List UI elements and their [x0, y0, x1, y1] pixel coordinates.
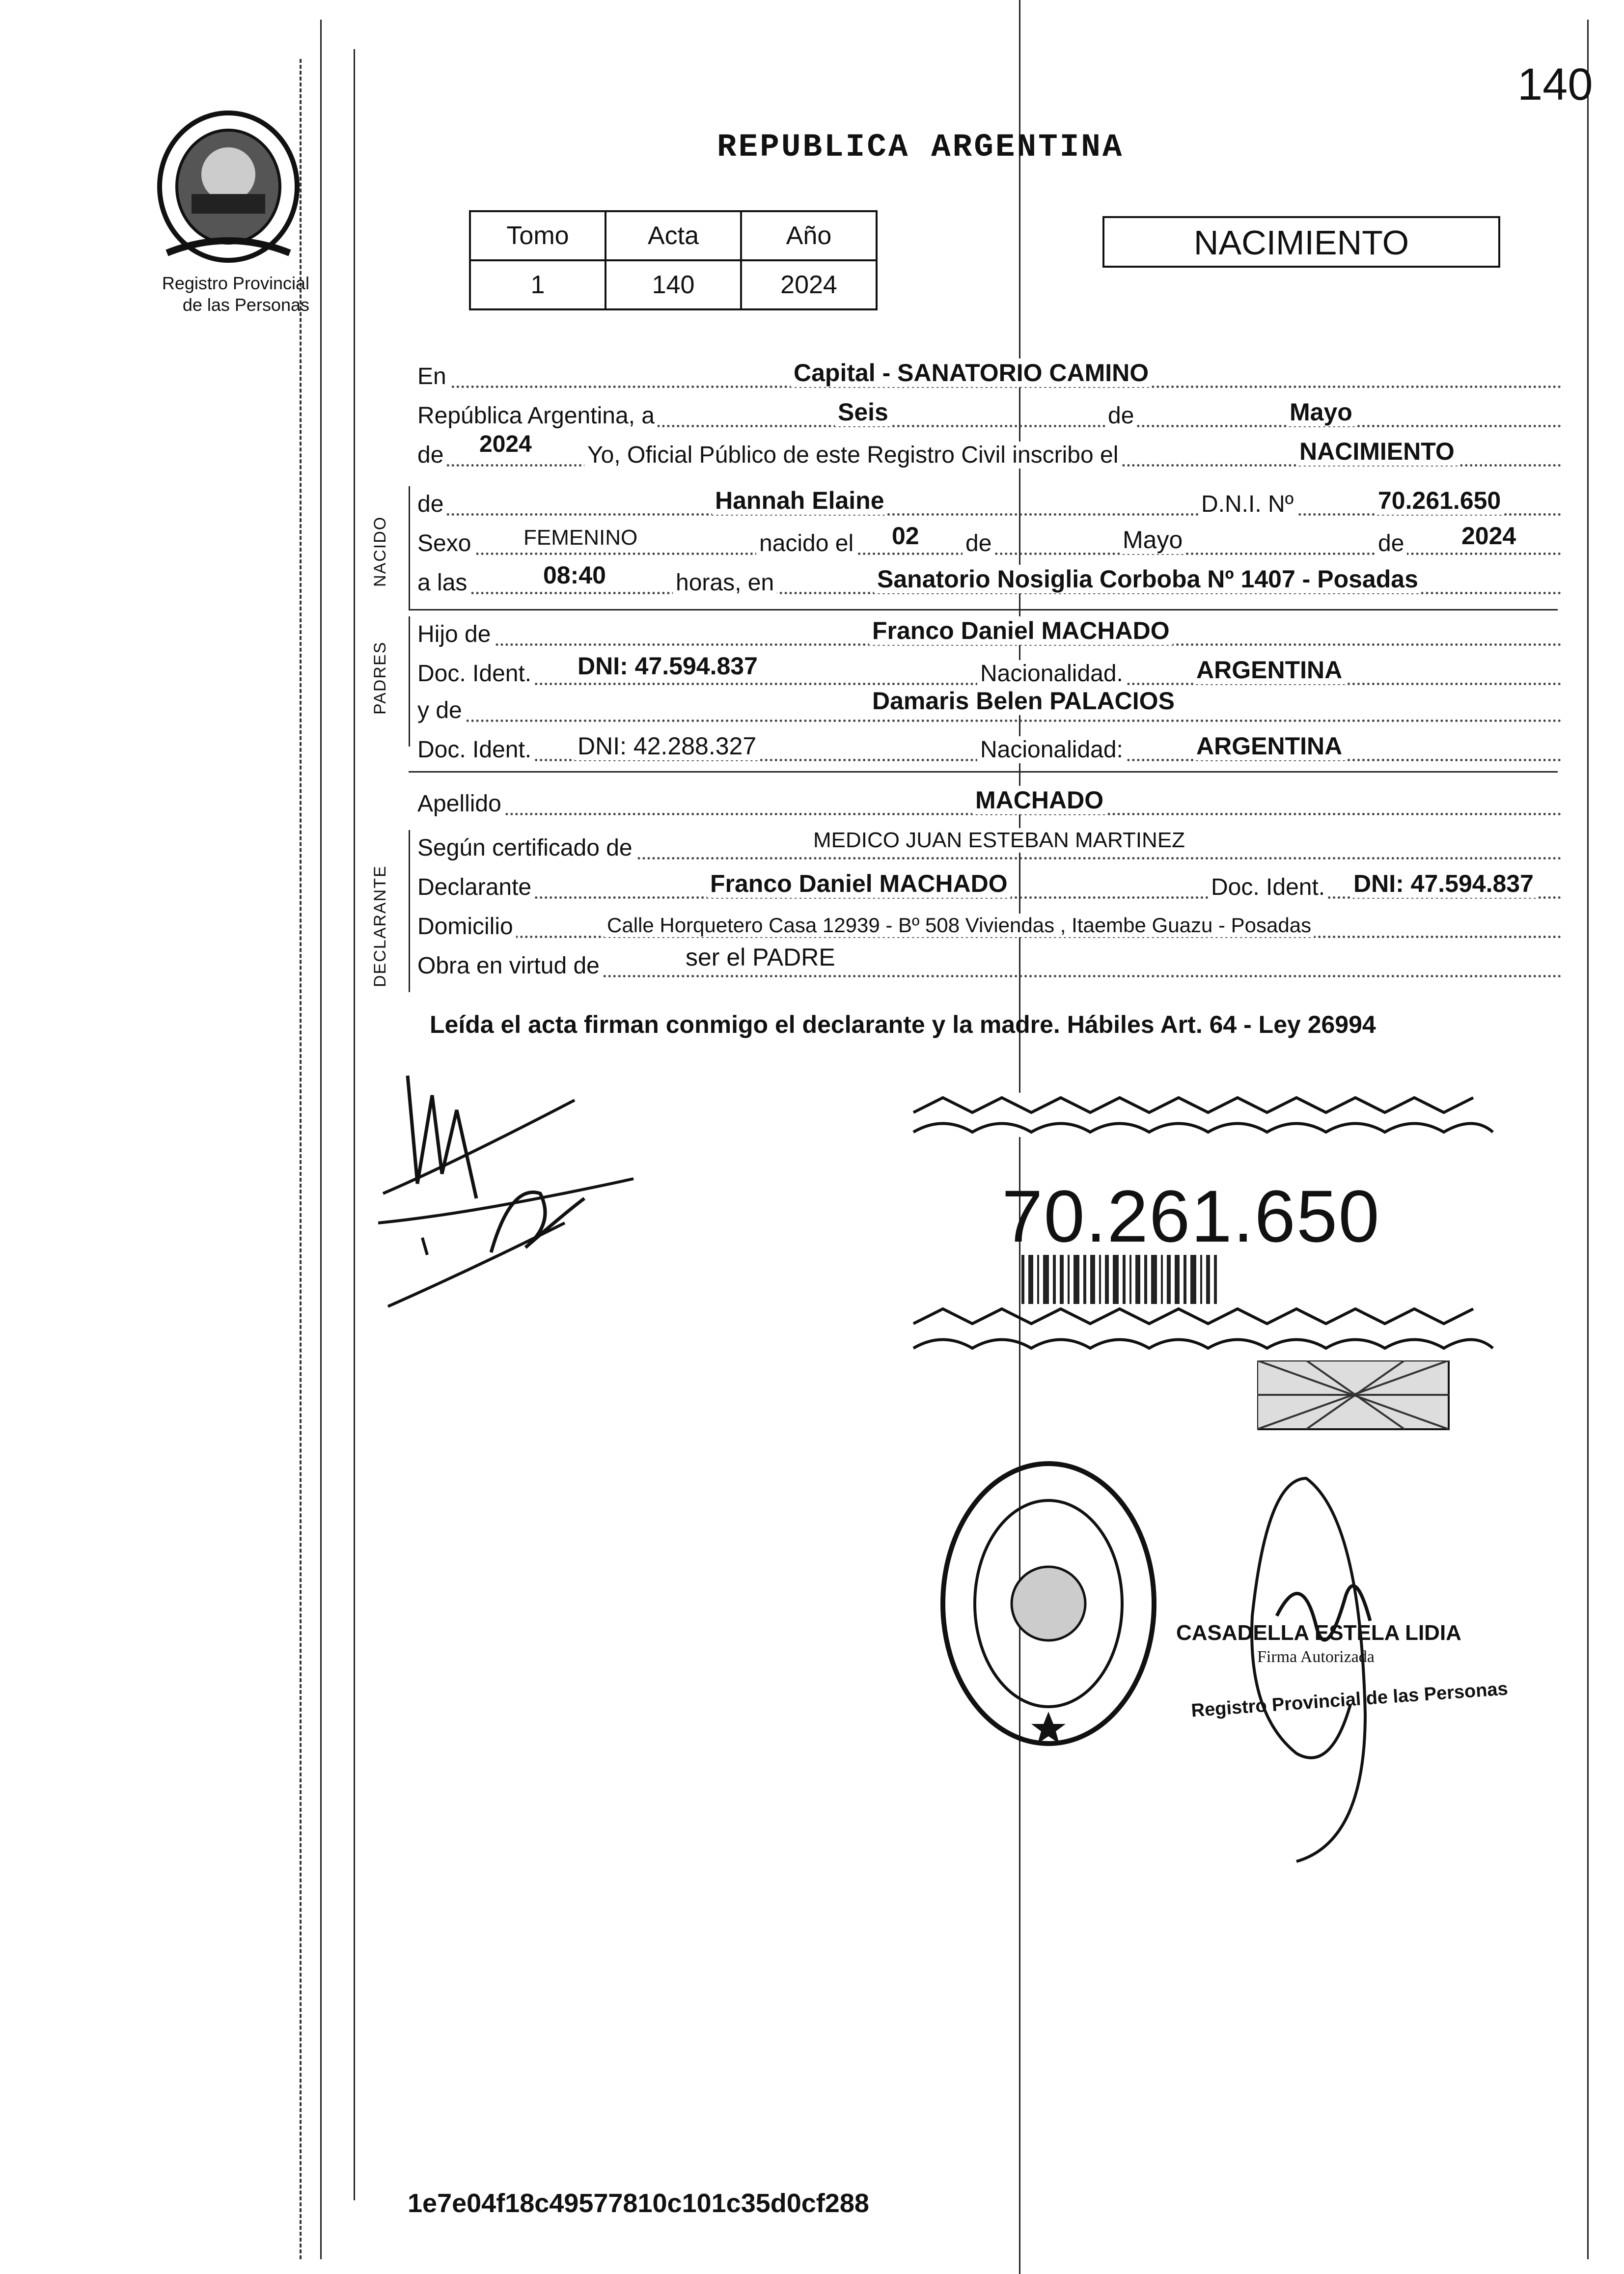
country-title: REPUBLICA ARGENTINA: [717, 129, 1124, 166]
row-certificado: [417, 830, 1562, 864]
label-a-las: a las: [417, 569, 470, 596]
label-apellido: Apellido: [417, 790, 504, 817]
section-bracket-padres: [409, 616, 410, 747]
value-madre: Damaris Belen PALACIOS: [869, 687, 1178, 715]
value-dia-letras: Seis: [835, 398, 891, 426]
value-dia-nac: 02: [889, 522, 922, 550]
row-dni-madre: [417, 732, 1562, 766]
closing-note: Leída el acta firman conmigo el declarante y la madre. Hábiles Art. 64 - Ley 26994: [430, 1011, 1376, 1038]
registry-line1: Registro Provincial: [162, 273, 309, 293]
label-nacido-el: nacido el: [756, 530, 856, 557]
value-dni-nacido: 70.261.650: [1375, 486, 1504, 515]
section-bracket-declarante: [409, 830, 410, 992]
row-sexo: [417, 522, 1562, 560]
value-certificado: MEDICO JUAN ESTEBAN MARTINEZ: [810, 828, 1188, 853]
document-hash: 1e7e04f18c49577810c101c35d0cf288: [408, 2189, 869, 2218]
label-de-name: de: [417, 491, 446, 518]
acta-header-acta: Acta: [606, 211, 741, 260]
row-fecha: [417, 398, 1562, 432]
value-obra: ser el PADRE: [683, 943, 838, 971]
margin-dash: [300, 59, 302, 2259]
label-de2: de: [963, 530, 994, 557]
label-de: de: [1105, 402, 1137, 429]
row-obra: [417, 943, 1562, 982]
label-hijo-de: Hijo de: [417, 621, 494, 648]
inner-margin-line: [354, 49, 355, 2200]
record-type-box: NACIMIENTO: [1102, 216, 1500, 268]
value-sexo: FEMENINO: [521, 526, 640, 550]
authorized-signature: [1218, 1469, 1463, 1871]
value-mes-nac: Mayo: [1120, 526, 1185, 554]
row-hora: [417, 561, 1562, 599]
acta-value-acta: 140: [606, 260, 741, 309]
label-oficial: Yo, Oficial Público de este Registro Civil inscribo el: [584, 442, 1121, 469]
label-doc-ident2: Doc. Ident.: [417, 736, 534, 763]
row-apellido: [417, 786, 1562, 820]
label-republica: República Argentina, a: [417, 402, 658, 429]
registry-label: [142, 273, 309, 316]
value-mes: Mayo: [1287, 398, 1355, 426]
label-obra: Obra en virtud de: [417, 952, 603, 979]
value-nac-padre: ARGENTINA: [1193, 656, 1345, 684]
row-lugar: [417, 359, 1562, 393]
acta-value-anio: 2024: [741, 260, 877, 309]
label-doc-ident3: Doc. Ident.: [1208, 874, 1328, 901]
acta-header-tomo: Tomo: [470, 211, 606, 260]
row-oficial: [417, 431, 1562, 471]
row-domicilio: [417, 909, 1562, 943]
label-declarante: Declarante: [417, 874, 534, 901]
row-declarante: [417, 869, 1562, 904]
side-label-nacido: NACIDO: [371, 516, 389, 587]
provincia-misiones-logo: [147, 106, 309, 268]
label-en: En: [417, 363, 449, 390]
value-hora: 08:40: [540, 561, 609, 589]
label-horas-en: horas, en: [673, 569, 777, 596]
value-lugar-nac: Sanatorio Nosiglia Corboba Nº 1407 - Posadas: [874, 565, 1421, 593]
row-madre: [417, 687, 1562, 727]
value-padre: Franco Daniel MACHADO: [869, 616, 1173, 645]
value-dni-madre: DNI: 42.288.327: [575, 732, 759, 760]
label-doc-ident: Doc. Ident.: [417, 660, 534, 687]
value-lugar: Capital - SANATORIO CAMINO: [791, 359, 1152, 387]
row-dni-padre: [417, 652, 1562, 690]
side-label-declarante: DECLARANTE: [371, 865, 389, 987]
value-anio: 2024: [476, 431, 535, 458]
side-label-padres: PADRES: [371, 641, 389, 715]
page-number: 140: [1517, 59, 1593, 110]
value-domicilio: Calle Horquetero Casa 12939 - Bº 508 Viviendas , Itaembe Guazu - Posadas: [604, 914, 1314, 937]
value-dni-declarante: DNI: 47.594.837: [1350, 869, 1537, 898]
label-dni: D.N.I. Nº: [1198, 491, 1296, 518]
label-y-de: y de: [417, 697, 465, 724]
label-de3: de: [1375, 530, 1407, 557]
row-nombre: [417, 486, 1562, 521]
divider-nacido: [409, 609, 1558, 610]
value-nac-madre: ARGENTINA: [1193, 732, 1345, 760]
label-segun: Según certificado de: [417, 834, 635, 861]
value-dni-padre: DNI: 47.594.837: [575, 652, 761, 680]
right-margin-line: [1587, 20, 1589, 2259]
label-de-year: de: [417, 442, 446, 469]
stamp-name: CASADELLA ESTELA LIDIA: [1176, 1621, 1461, 1645]
official-seal: [936, 1456, 1161, 1751]
label-nacionalidad: Nacionalidad.: [977, 660, 1126, 687]
label-domicilio: Domicilio: [417, 913, 516, 940]
security-hologram: [1257, 1360, 1454, 1434]
divider-padres: [409, 771, 1558, 773]
value-anio-nac: 2024: [1459, 522, 1519, 550]
row-padre: [417, 616, 1562, 651]
label-nacionalidad2: Nacionalidad:: [977, 736, 1126, 763]
section-bracket-nacido: [409, 486, 410, 609]
value-apellido: MACHADO: [972, 786, 1106, 814]
acta-table: [469, 210, 878, 310]
acta-value-tomo: 1: [470, 260, 606, 309]
stamp-office: Registro Provincial de las Personas: [1190, 1678, 1509, 1721]
margin-line: [320, 20, 322, 2259]
acta-header-anio: Año: [741, 211, 877, 260]
value-declarante: Franco Daniel MACHADO: [707, 869, 1011, 898]
value-nombre: Hannah Elaine: [712, 486, 887, 515]
stamp-role: Firma Autorizada: [1257, 1648, 1375, 1666]
registry-line2: de las Personas: [182, 295, 309, 315]
label-sexo: Sexo: [417, 530, 474, 557]
signature-left: [378, 1036, 653, 1311]
barcode-number: 70.261.650: [1002, 1175, 1380, 1257]
value-tipo: NACIMIENTO: [1296, 437, 1458, 466]
